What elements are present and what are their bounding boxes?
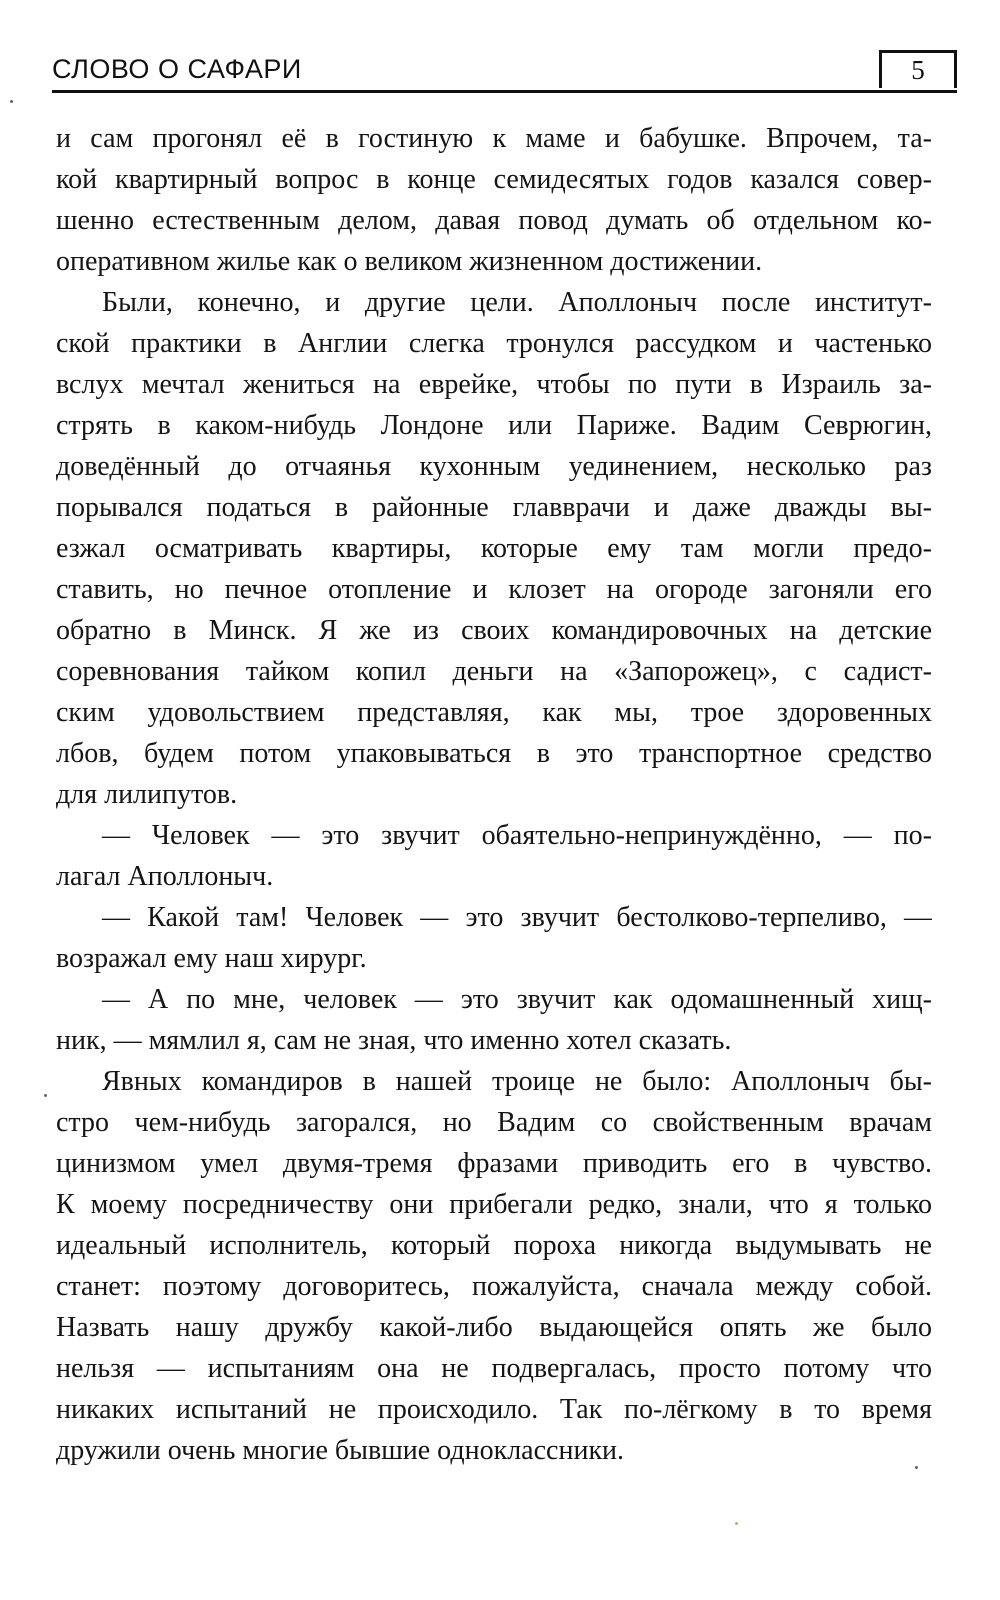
text-line: ник, — мямлил я, сам не зная, что именно хотел сказать. [56,1025,732,1056]
scan-speck [735,1522,738,1525]
text-line: ским удовольствием представляя, как мы, трое здоровенных [56,697,932,728]
text-line: и сам прогонял её в гостиную к маме и бабушке. Впрочем, та- [56,123,932,154]
text-line: езжал осматривать квартиры, которые ему там могли предо- [56,533,932,564]
text-line: Назвать нашу дружбу какой-либо выдающейся опять же было [56,1312,932,1343]
page-header [52,46,957,92]
text-line: цинизмом умел двумя-тремя фразами приводить его в чувство. [56,1148,932,1179]
text-line: стро чем-нибудь загорался, но Вадим со свойственным врачам [56,1107,932,1138]
text-line: соревнования тайком копил деньги на «Запорожец», с садист- [56,656,932,687]
text-line: лбов, будем потом упаковываться в это транспортное средство [56,738,932,769]
text-line: — Человек — это звучит обаятельно-непринуждённо, — по- [102,820,932,851]
scan-speck [10,100,13,103]
text-line: оперативном жилье как о великом жизненном достижении. [56,246,763,277]
text-line: станет: поэтому договоритесь, пожалуйста, сначала между собой. [56,1271,932,1302]
text-line: доведённый до отчаянья кухонным уединением, несколько раз [56,451,932,482]
text-line: идеальный исполнитель, который пороха никогда выдумывать не [56,1230,932,1261]
text-line: нельзя — испытаниям она не подвергалась, просто потому что [56,1353,932,1384]
text-line: Были, конечно, и другие цели. Аполлоныч после институт- [102,287,932,318]
page-number: 5 [879,50,957,88]
text-line: Явных командиров в нашей троице не было: Аполлоныч бы- [102,1066,932,1097]
header-rule [52,90,957,93]
text-line: обратно в Минск. Я же из своих командировочных на детские [56,615,932,646]
text-line: возражал ему наш хирург. [56,943,367,974]
text-line: никаких испытаний не происходило. Так по-лёгкому в то время [56,1394,932,1425]
text-line: кой квартирный вопрос в конце семидесятых годов казался совер- [56,164,932,195]
body-text [56,118,932,1471]
text-line: К моему посредничеству они прибегали редко, знали, что я только [56,1189,932,1220]
scan-speck [44,1094,47,1097]
text-line: ской практики в Англии слегка тронулся рассудком и частенько [56,328,932,359]
text-line: дружили очень многие бывшие одноклассники. [56,1435,625,1466]
text-line: стрять в каком-нибудь Лондоне или Париже. Вадим Севрюгин, [56,410,932,441]
text-line: порывался податься в районные главврачи и даже дважды вы- [56,492,932,523]
scan-speck [915,1466,918,1469]
text-line: вслух мечтал жениться на еврейке, чтобы по пути в Израиль за- [56,369,932,400]
text-line: шенно естественным делом, давая повод думать об отдельном ко- [56,205,932,236]
text-line: — А по мне, человек — это звучит как одомашненный хищ- [102,984,932,1015]
running-head: СЛОВО О САФАРИ [52,54,302,84]
text-line: лагал Аполлоныч. [56,861,274,892]
text-line: для лилипутов. [56,779,238,810]
text-line: ставить, но печное отопление и клозет на огороде загоняли его [56,574,932,605]
text-line: — Какой там! Человек — это звучит бестолково-терпеливо, — [102,902,932,933]
